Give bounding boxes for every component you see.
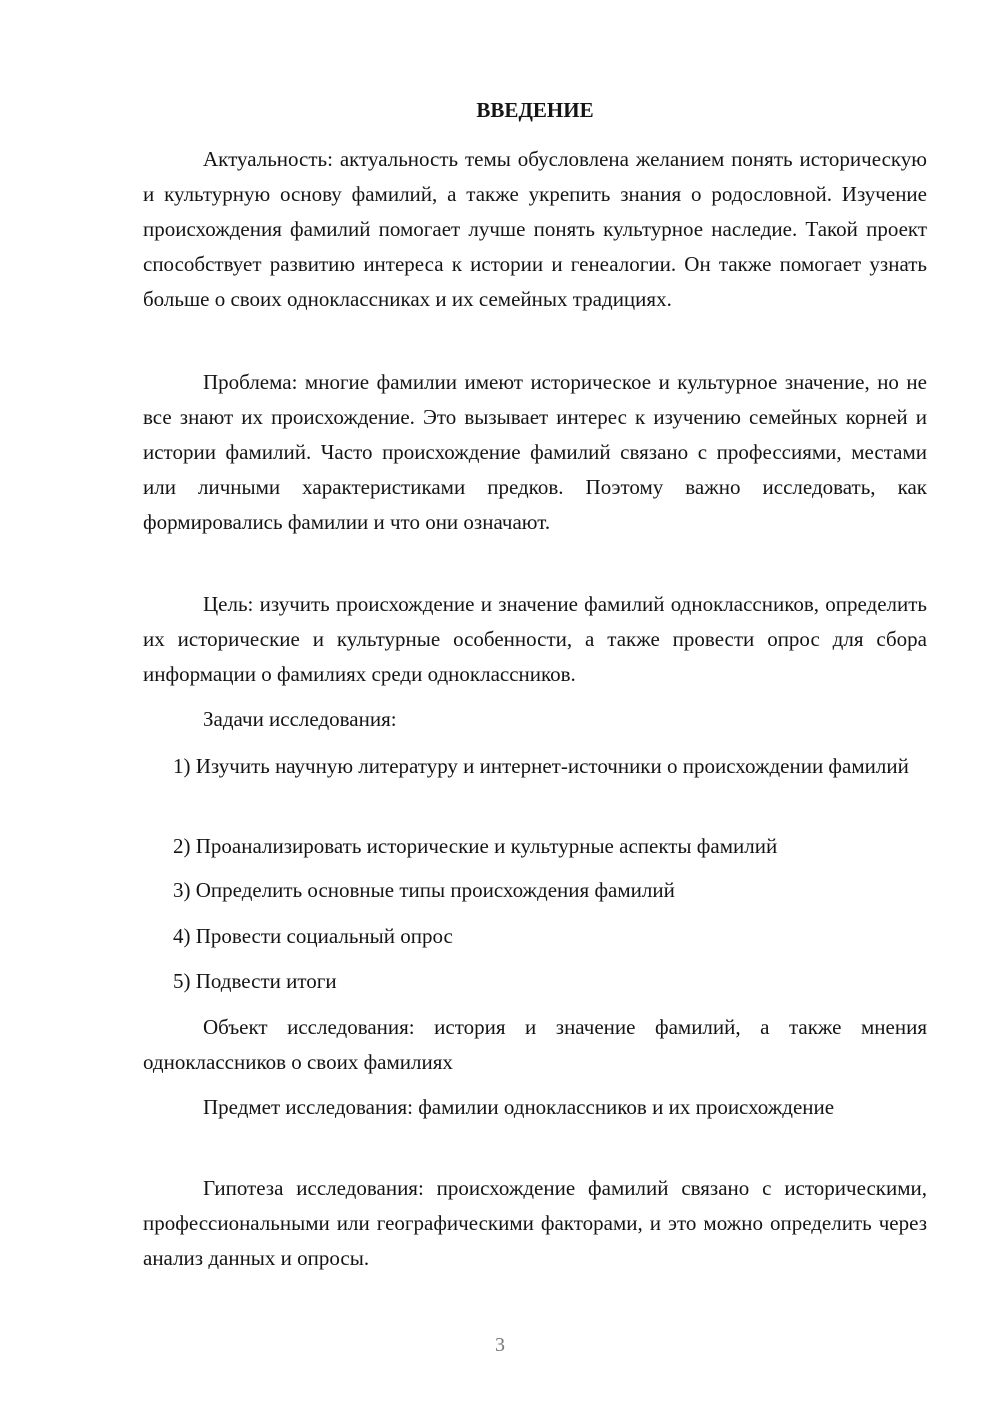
hypothesis-paragraph: Гипотеза исследования: происхождение фамилий связано с историческими, профессиональными или географическими факторами, и это можно определить через анализ данных и опросы.	[143, 1176, 927, 1270]
task-item: 3) Определить основные типы происхождения фамилий	[173, 878, 675, 902]
problem-paragraph: Проблема: многие фамилии имеют историческое и культурное значение, но не все знают их происхождение. Это вызывает интерес к изучению семейных корней и истории фамилий. Часто происхождение фамилий связано с профессиями, местами или личными характеристиками предков. Поэтому важно исследовать, как формировались фамилии и что они означают.	[143, 370, 927, 534]
page-number: 3	[495, 1334, 505, 1356]
task-item: 1) Изучить научную литературу и интернет-источники о происхождении фамилий	[173, 754, 909, 778]
tasks-heading: Задачи исследования:	[203, 707, 397, 731]
task-item: 2) Проанализировать исторические и культурные аспекты фамилий	[173, 834, 778, 858]
subject-paragraph: Предмет исследования: фамилии одноклассников и их происхождение	[203, 1095, 835, 1119]
relevance-paragraph: Актуальность: актуальность темы обусловлена желанием понять историческую и культурную основу фамилий, а также укрепить знания о родословной. Изучение происхождения фамилий помогает лучше понять культурное наследие. Такой проект способствует развитию интереса к истории и генеалогии. Он также помогает узнать больше о своих одноклассниках и их семейных традициях.	[143, 147, 927, 311]
task-item: 5) Подвести итоги	[173, 969, 337, 993]
task-item: 4) Провести социальный опрос	[173, 924, 453, 948]
page-title: ВВЕДЕНИЕ	[476, 98, 594, 122]
object-paragraph: Объект исследования: история и значение фамилий, а также мнения одноклассников о своих фамилиях	[143, 1015, 927, 1074]
goal-paragraph: Цель: изучить происхождение и значение фамилий одноклассников, определить их исторические и культурные особенности, а также провести опрос для сбора информации о фамилиях среди одноклассников.	[143, 592, 927, 686]
